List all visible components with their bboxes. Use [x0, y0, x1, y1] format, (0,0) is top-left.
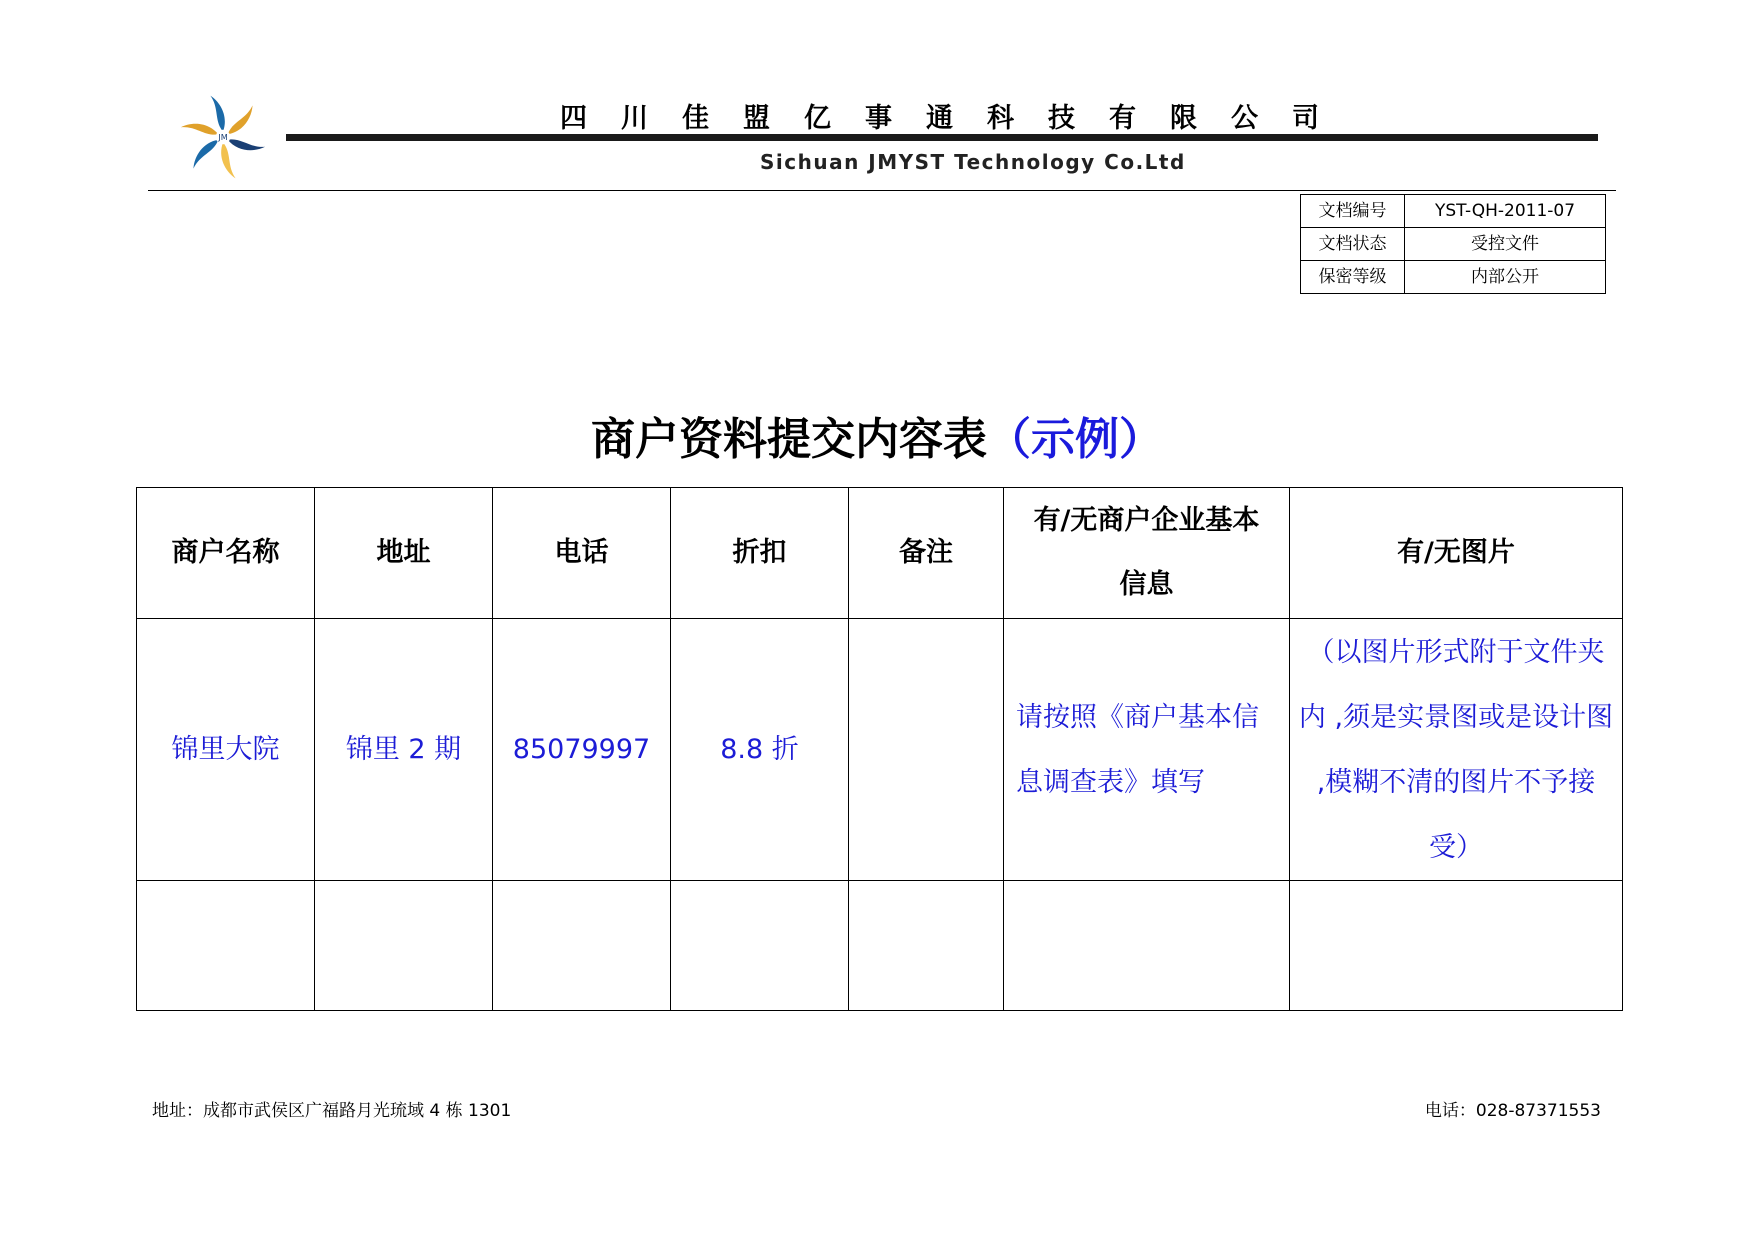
doc-info-row	[1301, 195, 1606, 228]
cell-phone: 85079997	[493, 619, 671, 881]
cell-remark	[849, 619, 1004, 881]
company-name-en: Sichuan JMYST Technology Co.Ltd	[760, 150, 1186, 174]
cell-images: （以图片形式附于文件夹内 ,须是实景图或是设计图 ,模糊不清的图片不予接受）	[1290, 619, 1623, 881]
doc-info-value: 内部公开	[1405, 261, 1606, 294]
header-discount: 折扣	[671, 488, 849, 619]
cell-discount	[671, 881, 849, 1011]
header-remark: 备注	[849, 488, 1004, 619]
cell-address: 锦里 2 期	[315, 619, 493, 881]
doc-info-key: 文档状态	[1301, 228, 1405, 261]
table-row	[137, 881, 1623, 1011]
header-basic-info: 有/无商户企业基本信息	[1004, 488, 1290, 619]
page-title-main: 商户资料提交内容表	[591, 414, 987, 465]
cell-discount: 8.8 折	[671, 619, 849, 881]
cell-merchant-name: 锦里大院	[137, 619, 315, 881]
doc-info-key: 文档编号	[1301, 195, 1405, 228]
doc-info-row	[1301, 261, 1606, 294]
table-header-row	[137, 488, 1623, 619]
page-title	[0, 408, 1754, 472]
cell-remark	[849, 881, 1004, 1011]
doc-info-value: 受控文件	[1405, 228, 1606, 261]
company-name-cn: 四川佳盟亿事通科技有限公司	[560, 103, 1353, 134]
footer-phone: 电话：028-87371553	[1424, 1101, 1601, 1121]
cell-basic-info: 请按照《商户基本信息调查表》填写	[1004, 619, 1290, 881]
header-rule-thick	[286, 134, 1598, 141]
merchant-table	[136, 487, 1623, 1011]
header-images: 有/无图片	[1290, 488, 1623, 619]
cell-merchant-name	[137, 881, 315, 1011]
header-phone: 电话	[493, 488, 671, 619]
header-merchant-name: 商户名称	[137, 488, 315, 619]
doc-info-key: 保密等级	[1301, 261, 1405, 294]
footer-address: 地址：成都市武侯区广福路月光琉域 4 栋 1301	[152, 1101, 512, 1121]
cell-phone	[493, 881, 671, 1011]
doc-info-table	[1300, 194, 1606, 294]
doc-info-value: YST-QH-2011-07	[1405, 195, 1606, 228]
page-title-suffix: （示例）	[987, 414, 1163, 465]
cell-basic-info	[1004, 881, 1290, 1011]
company-logo	[178, 92, 268, 182]
header-address: 地址	[315, 488, 493, 619]
table-row	[137, 619, 1623, 881]
logo-text: JM	[218, 132, 228, 143]
doc-info-row	[1301, 228, 1606, 261]
cell-address	[315, 881, 493, 1011]
header-rule-thin	[148, 190, 1616, 191]
cell-images	[1290, 881, 1623, 1011]
